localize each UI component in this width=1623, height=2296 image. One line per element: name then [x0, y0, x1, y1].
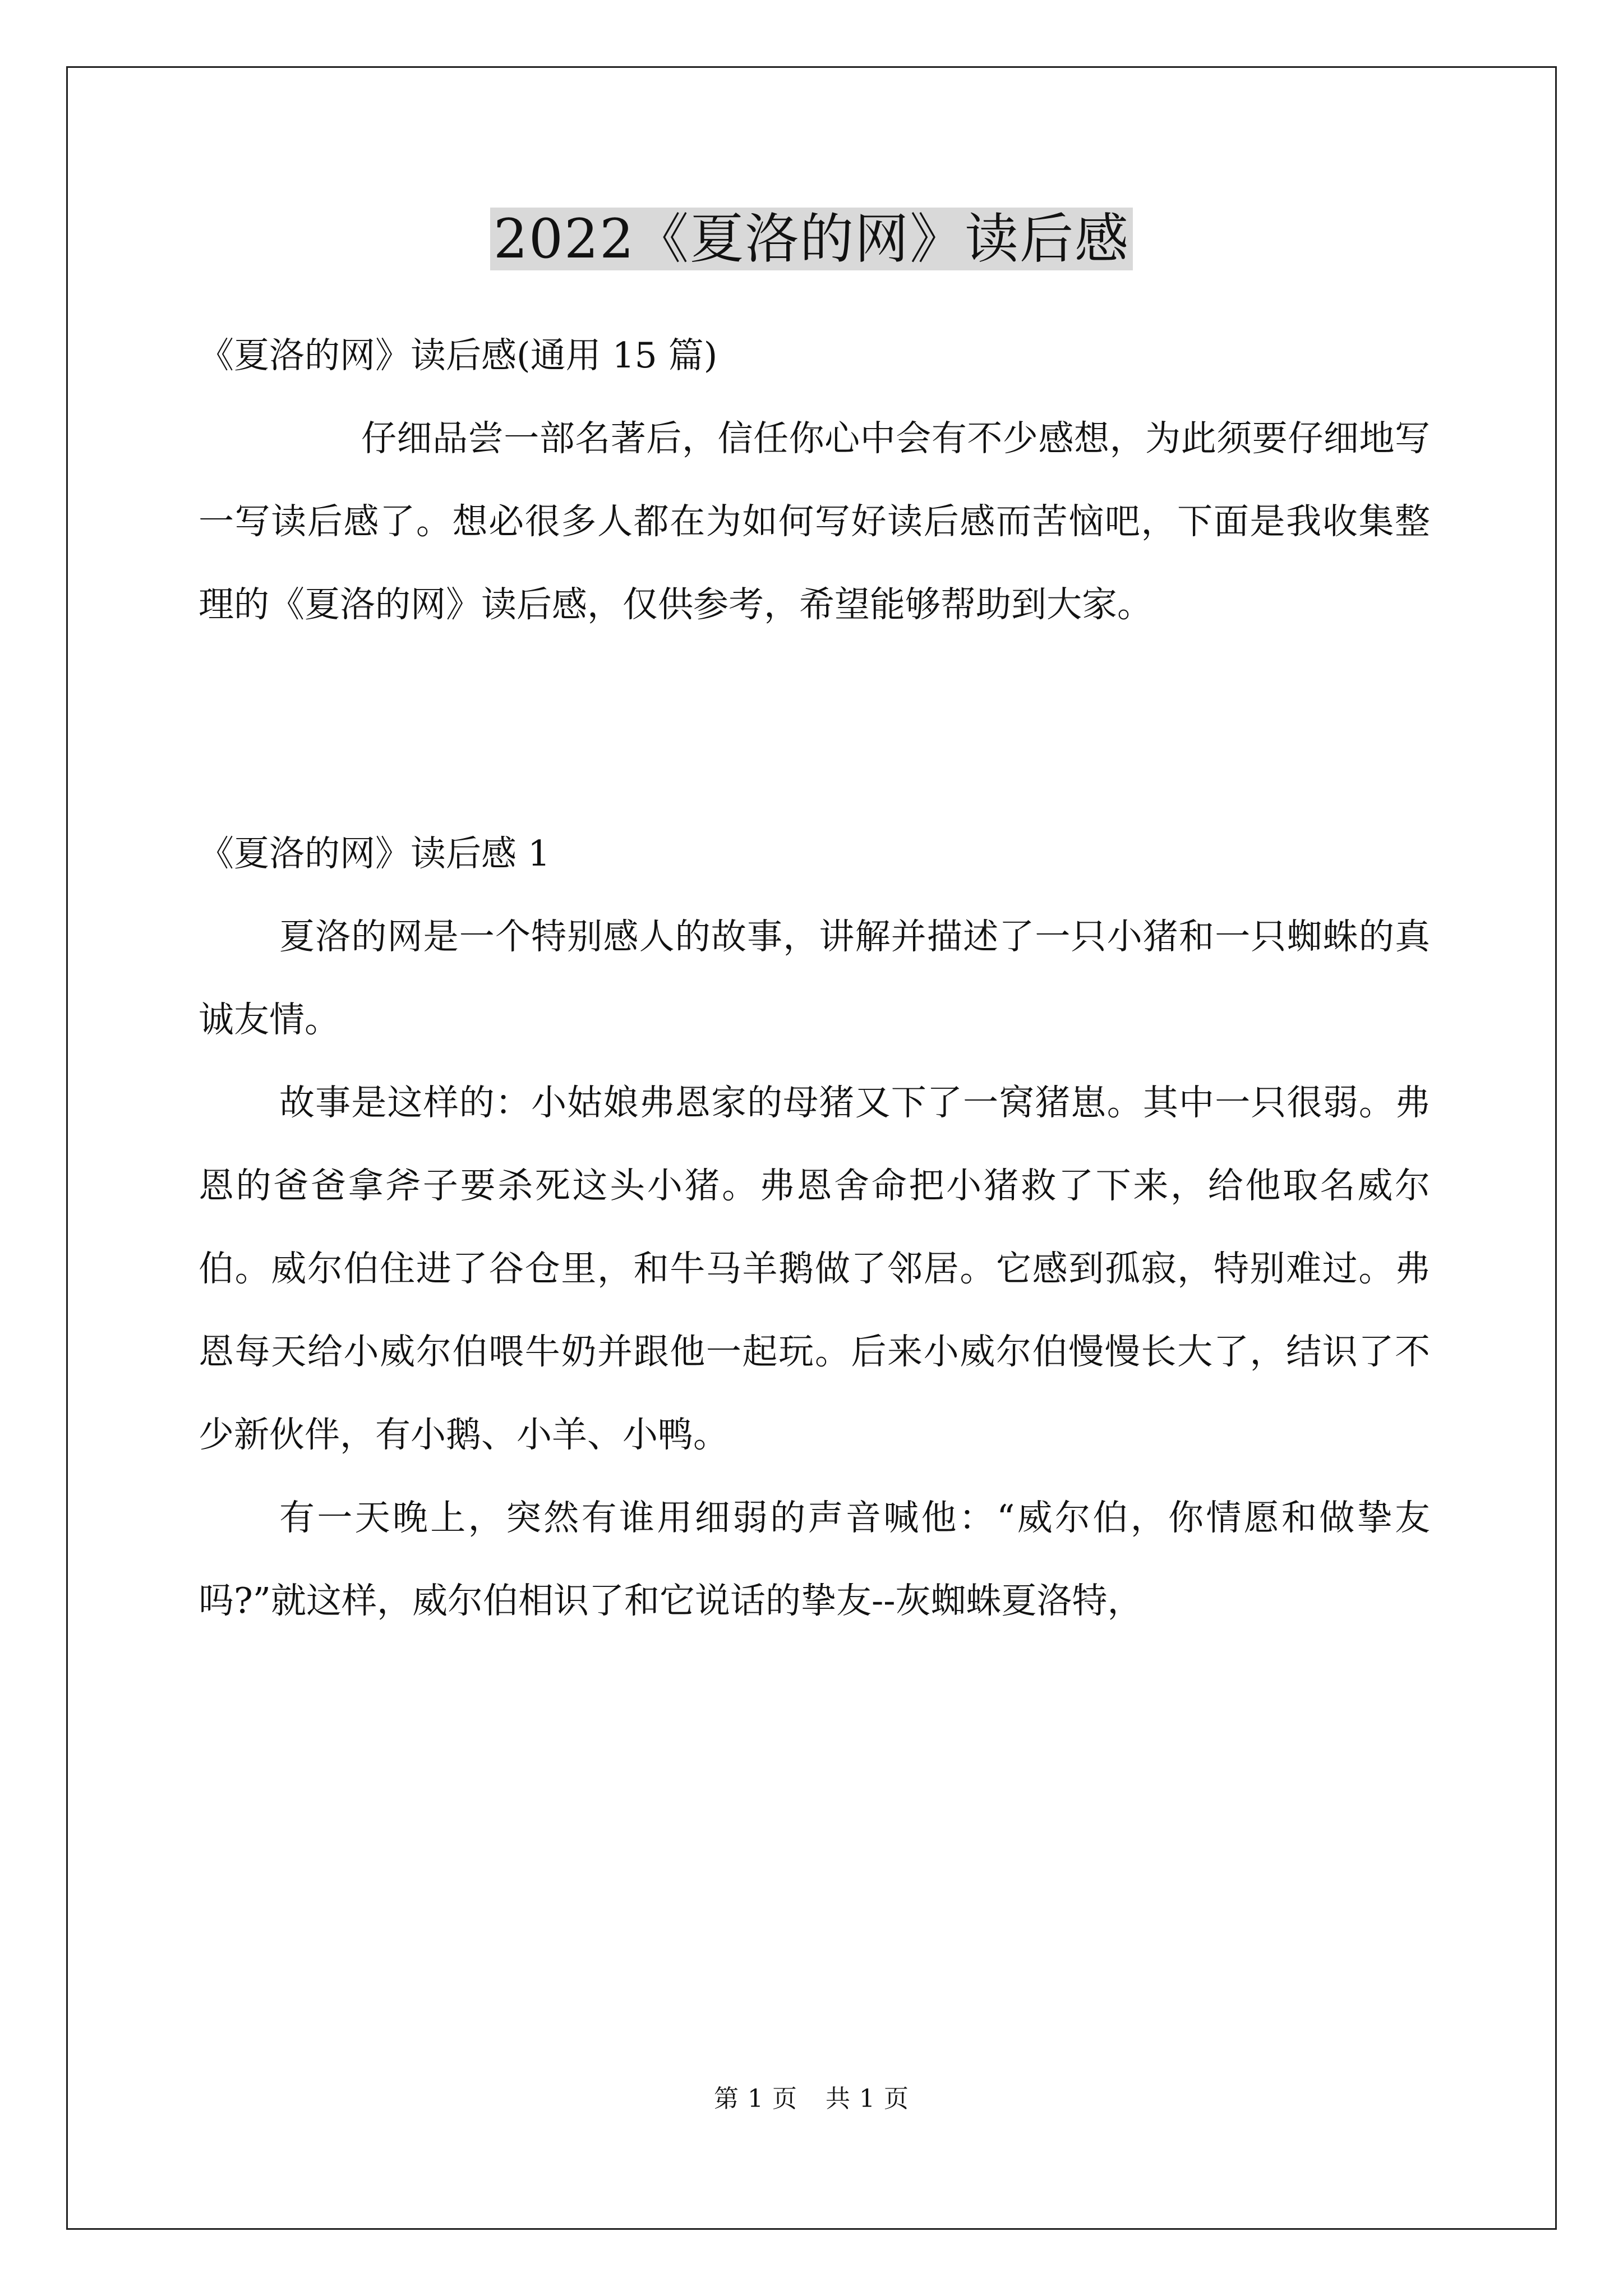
- section-heading: 《夏洛的网》读后感 1: [199, 833, 551, 874]
- document-title: [0, 200, 1623, 278]
- intro-paragraph: 仔细品尝一部名著后，信任你心中会有不少感想，为此须要仔细地写一写读后感了。想必很多人都在为如何写好读后感而苦恼吧，下面是我收集整理的《夏洛的网》读后感，仅供参考，希望能够帮助到大家。: [199, 418, 1430, 625]
- body-paragraph: 故事是这样的：小姑娘弗恩家的母猪又下了一窝猪崽。其中一只很弱。弗恩的爸爸拿斧子要杀死这头小猪。弗恩舍命把小猪救了下来，给他取名威尔伯。威尔伯住进了谷仓里，和牛马羊鹅做了邻居。它感到孤寂，特别难过。弗恩每天给小威尔伯喂牛奶并跟他一起玩。后来小威尔伯慢慢长大了，结识了不少新伙伴，有小鹅、小羊、小鸭。: [199, 1082, 1430, 1455]
- page-number: 第 1 页: [714, 2085, 797, 2113]
- document-body: [199, 314, 1430, 1642]
- document-subtitle: 《夏洛的网》读后感(通用 15 篇): [199, 335, 718, 376]
- page-footer: [0, 2082, 1623, 2116]
- body-paragraph: 夏洛的网是一个特别感人的故事，讲解并描述了一只小猪和一只蜘蛛的真诚友情。: [199, 916, 1430, 1040]
- section-spacer: [199, 646, 1430, 812]
- title-text: 2022《夏洛的网》读后感: [490, 208, 1133, 270]
- body-paragraph: 有一天晚上，突然有谁用细弱的声音喊他：“威尔伯，你情愿和做挚友吗?”就这样，威尔伯相识了和它说话的挚友--灰蜘蛛夏洛特，: [199, 1497, 1430, 1621]
- page-total: 共 1 页: [826, 2085, 909, 2113]
